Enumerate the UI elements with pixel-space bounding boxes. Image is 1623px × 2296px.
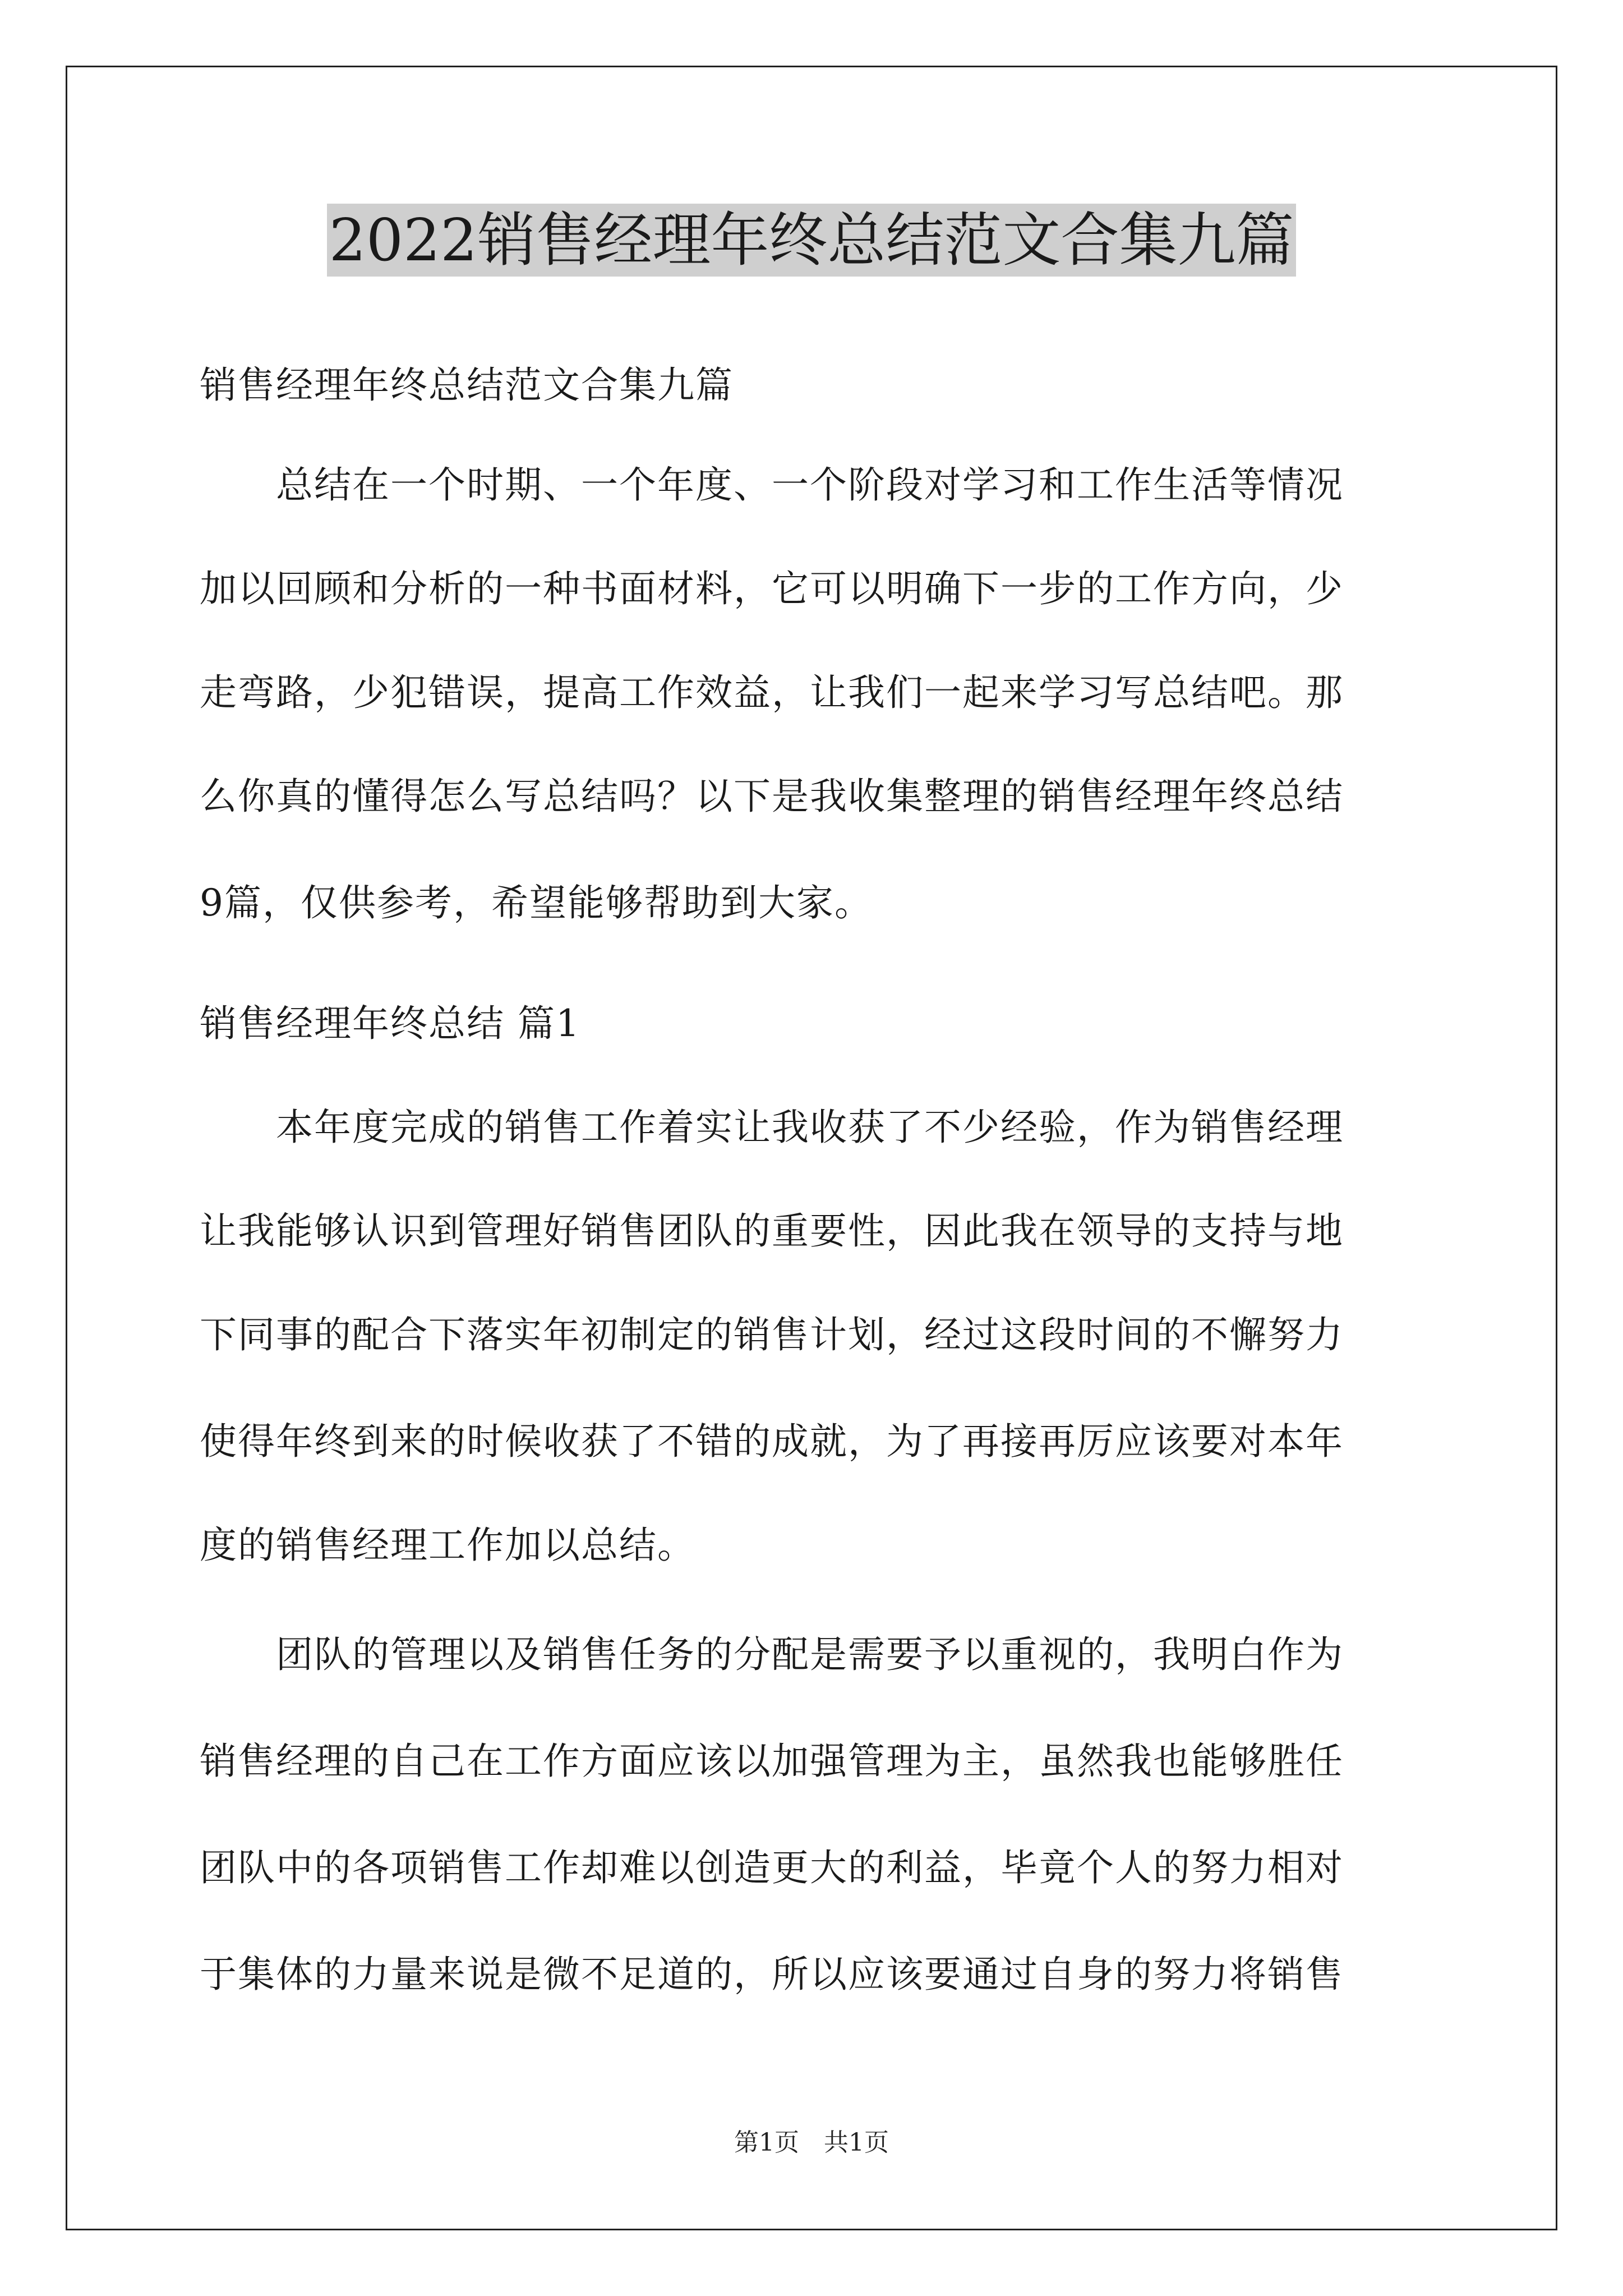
- paragraph-line: 走弯路，少犯错误，提高工作效益，让我们一起来学习写总结吧。那: [200, 671, 1344, 714]
- paragraph-line: 于集体的力量来说是微不足道的，所以应该要通过自身的努力将销售: [200, 1953, 1344, 1996]
- paragraph-line: 9篇，仅供参考，希望能够帮助到大家。: [200, 881, 873, 924]
- page-footer: 第1页 共1页: [734, 2128, 889, 2157]
- paragraph-line: 团队的管理以及销售任务的分配是需要予以重视的，我明白作为: [200, 1633, 1344, 1676]
- paragraph-line: 使得年终到来的时候收获了不错的成就，为了再接再厉应该要对本年: [200, 1420, 1344, 1463]
- document-title-text: 2022销售经理年终总结范文合集九篇: [327, 204, 1297, 277]
- paragraph-line: 下同事的配合下落实年初制定的销售计划，经过这段时间的不懈努力: [200, 1313, 1344, 1356]
- subtitle-line: 销售经理年终总结范文合集九篇: [200, 364, 734, 407]
- paragraph-line: 度的销售经理工作加以总结。: [200, 1524, 695, 1567]
- paragraph-line: 销售经理的自己在工作方面应该以加强管理为主，虽然我也能够胜任: [200, 1740, 1344, 1783]
- paragraph-line: 团队中的各项销售工作却难以创造更大的利益，毕竟个人的努力相对: [200, 1846, 1344, 1889]
- paragraph-line: 加以回顾和分析的一种书面材料，它可以明确下一步的工作方向，少: [200, 567, 1344, 610]
- section-heading: 销售经理年终总结 篇1: [200, 1002, 580, 1045]
- document-title: [0, 201, 1623, 279]
- paragraph-line: 本年度完成的销售工作着实让我收获了不少经验，作为销售经理: [200, 1106, 1344, 1149]
- paragraph-line: 让我能够认识到管理好销售团队的重要性，因此我在领导的支持与地: [200, 1209, 1344, 1253]
- paragraph-line: 么你真的懂得怎么写总结吗？以下是我收集整理的销售经理年终总结: [200, 775, 1344, 818]
- paragraph-line: 总结在一个时期、一个年度、一个阶段对学习和工作生活等情况: [200, 463, 1344, 507]
